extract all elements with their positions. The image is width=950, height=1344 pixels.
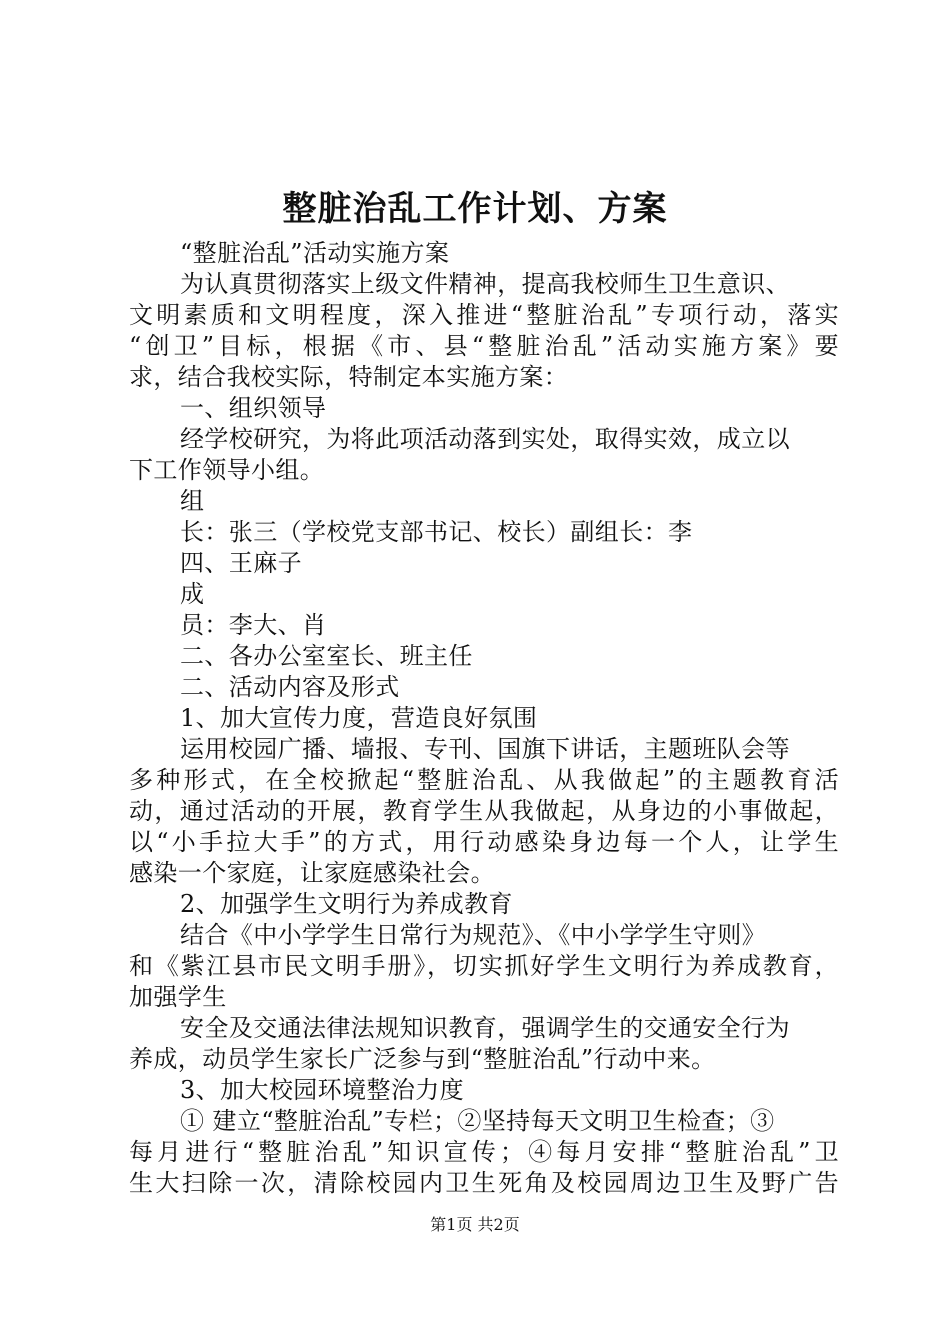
subsection-heading: 3、加大校园环境整治力度: [180, 1076, 465, 1104]
paragraph-line: 结合《中小学学生日常行为规范》、《中小学学生守则》: [180, 921, 766, 949]
paragraph-line: 组: [180, 487, 205, 515]
paragraph-line: 文明素质和文明程度，深入推进“整脏治乱”专项行动，落实: [129, 301, 839, 329]
paragraph-line: 运用校园广播、墙报、专刊、国旗下讲话，主题班队会等: [180, 735, 790, 763]
paragraph-line: 养成，动员学生家长广泛参与到“整脏治乱”行动中来。: [129, 1045, 716, 1073]
paragraph-line: 加强学生: [129, 983, 227, 1011]
paragraph-line: 二、各办公室室长、班主任: [180, 642, 473, 670]
section-heading: 二、活动内容及形式: [180, 673, 400, 701]
paragraph-line: 经学校研究，为将此项活动落到实处，取得实效，成立以: [180, 425, 790, 453]
paragraph-line: 安全及交通法律法规知识教育，强调学生的交通安全行为: [180, 1014, 790, 1042]
subsection-heading: 1、加大宣传力度，营造良好氛围: [180, 704, 538, 732]
paragraph-line: 以“小手拉大手”的方式，用行动感染身边每一个人，让学生: [129, 828, 839, 856]
paragraph-line: 动，通过活动的开展，教育学生从我做起，从身边的小事做起，: [129, 797, 839, 825]
paragraph-line: 长：张三（学校党支部书记、校长）副组长：李: [180, 518, 693, 546]
paragraph-line: 四、王麻子: [180, 549, 302, 577]
paragraph-line: 感染一个家庭，让家庭感染社会。: [129, 859, 495, 887]
paragraph-line: 多种形式，在全校掀起“整脏治乱、从我做起”的主题教育活: [129, 766, 839, 794]
page-number-footer: 第1页 共2页: [430, 1215, 520, 1234]
paragraph-line: 成: [180, 580, 205, 608]
paragraph-line: 每月进行“整脏治乱”知识宣传；④每月安排“整脏治乱”卫: [129, 1138, 839, 1166]
subsection-heading: 2、加强学生文明行为养成教育: [180, 890, 513, 918]
document-title: 整脏治乱工作计划、方案: [282, 189, 668, 229]
paragraph-line: 员：李大、肖: [180, 611, 327, 639]
paragraph-line: 生大扫除一次，清除校园内卫生死角及校园周边卫生及野广告: [129, 1169, 839, 1197]
paragraph-line: 和《紫江县市民文明手册》，切实抓好学生文明行为养成教育，: [129, 952, 839, 980]
paragraph-line: 求，结合我校实际，特制定本实施方案：: [129, 363, 569, 391]
paragraph-line: 为认真贯彻落实上级文件精神，提高我校师生卫生意识、: [180, 270, 790, 298]
paragraph-line: 下工作领导小组。: [129, 456, 325, 484]
section-heading: 一、组织领导: [180, 394, 327, 422]
subtitle-line: “整脏治乱”活动实施方案: [180, 239, 450, 267]
document-body: [129, 238, 839, 1199]
paragraph-line: “创卫”目标，根据《市、县“整脏治乱”活动实施方案》要: [129, 332, 839, 360]
paragraph-line: ① 建立“整脏治乱”专栏；②坚持每天文明卫生检查；③: [180, 1107, 775, 1135]
